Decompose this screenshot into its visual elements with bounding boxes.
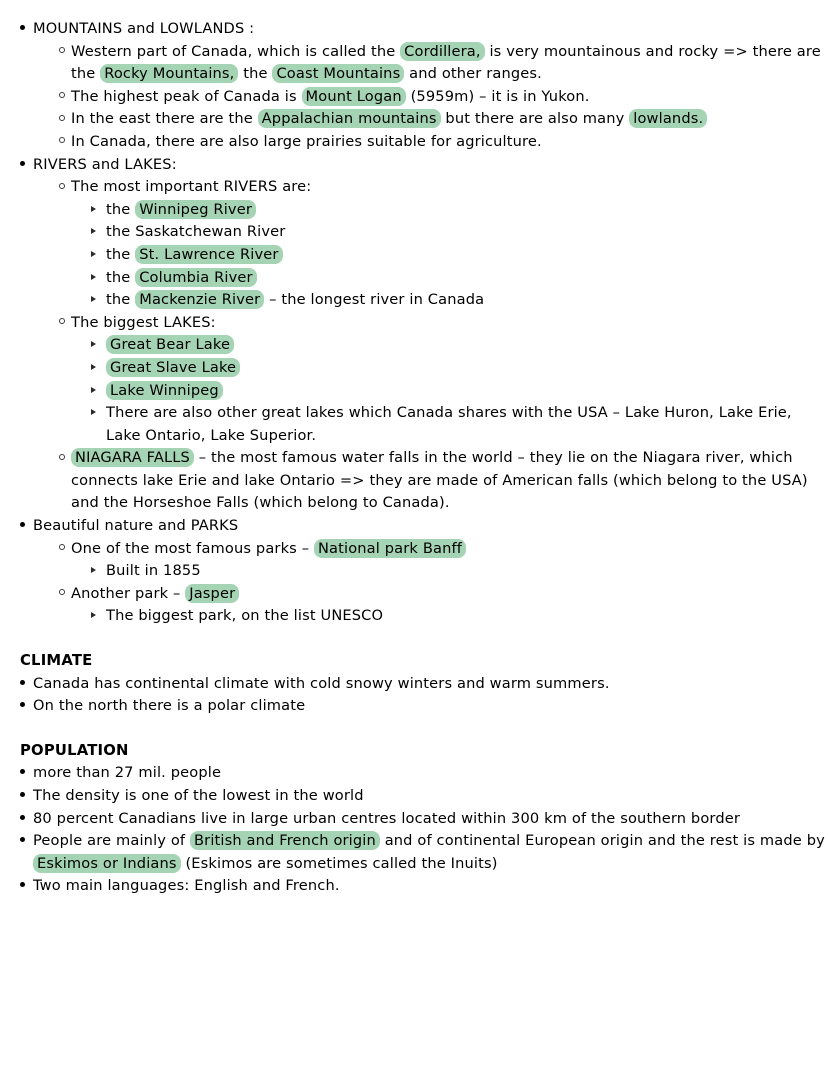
bullet-item-prairies bbox=[0, 131, 828, 154]
bullet-item-beautiful-nature-and-parks bbox=[0, 515, 828, 538]
outline-list bbox=[0, 18, 828, 628]
bullet-item-st-lawrence-river bbox=[0, 244, 828, 267]
bullet-triangle-icon bbox=[91, 334, 101, 357]
highlighted-text: Appalachian mountains bbox=[258, 109, 441, 128]
plain-text: the bbox=[106, 245, 136, 263]
plain-text: The biggest LAKES: bbox=[71, 313, 216, 331]
bullet-triangle-icon bbox=[91, 357, 101, 380]
bullet-item-biggest-park-unesco bbox=[0, 605, 828, 628]
bullet-item-rivers-and-lakes bbox=[0, 154, 828, 177]
bullet-disc-icon bbox=[20, 154, 30, 177]
bullet-disc-icon bbox=[20, 808, 30, 831]
bullet-item-national-park-banff bbox=[0, 538, 828, 561]
bullet-triangle-icon bbox=[91, 289, 101, 312]
bullet-triangle-icon bbox=[91, 560, 101, 583]
bullet-triangle-icon bbox=[91, 221, 101, 244]
bullet-item-mackenzie-river bbox=[0, 289, 828, 312]
bullet-item-western-part-of-canada bbox=[0, 41, 828, 86]
bullet-triangle-icon bbox=[91, 605, 101, 628]
bullet-item-built-in-1855 bbox=[0, 560, 828, 583]
bullet-item-polar-climate bbox=[0, 695, 828, 718]
plain-text: and other ranges. bbox=[404, 65, 542, 83]
plain-text: and of continental European origin and the rest is made by bbox=[379, 832, 825, 850]
bullet-disc-icon bbox=[20, 762, 30, 785]
highlighted-text: Cordillera, bbox=[400, 42, 485, 61]
highlighted-text: Rocky Mountains, bbox=[100, 64, 238, 83]
plain-text: but there are also many bbox=[440, 110, 630, 128]
bullet-circle-icon bbox=[59, 108, 69, 131]
bullet-circle-icon bbox=[59, 131, 69, 154]
bullet-item-urban-centres bbox=[0, 808, 828, 831]
plain-text: more than 27 mil. people bbox=[33, 764, 222, 782]
bullet-disc-icon bbox=[20, 695, 30, 718]
bullet-circle-icon bbox=[59, 447, 69, 470]
plain-text: The density is one of the lowest in the world bbox=[33, 787, 364, 804]
bullet-triangle-icon bbox=[91, 199, 101, 222]
bullet-item-saskatchewan-river bbox=[0, 221, 828, 244]
bullet-disc-icon bbox=[20, 875, 30, 898]
highlighted-text: Mount Logan bbox=[302, 87, 406, 106]
bullet-item-great-bear-lake bbox=[0, 334, 828, 357]
section-gap-climate bbox=[0, 628, 828, 650]
plain-text: the bbox=[106, 200, 136, 218]
bullet-item-columbia-river bbox=[0, 267, 828, 290]
highlighted-text: Mackenzie River bbox=[135, 290, 264, 309]
bullet-disc-icon bbox=[20, 18, 30, 41]
climate-list bbox=[0, 673, 828, 718]
climate-heading: CLIMATE bbox=[20, 652, 93, 670]
bullet-item-languages bbox=[0, 875, 828, 898]
bullet-disc-icon bbox=[20, 515, 30, 538]
plain-text: 80 percent Canadians live in large urban centres located within 300 km of the southern border bbox=[33, 809, 741, 827]
bullet-item-great-slave-lake bbox=[0, 357, 828, 380]
plain-text: Canada has continental climate with cold snowy winters and warm summers. bbox=[33, 674, 610, 692]
bullet-item-origins bbox=[0, 830, 828, 875]
bullet-item-appalachian-lowlands bbox=[0, 108, 828, 131]
plain-text: (Eskimos are sometimes called the Inuits) bbox=[180, 854, 498, 872]
bullet-triangle-icon bbox=[91, 244, 101, 267]
highlighted-text: Great Slave Lake bbox=[106, 358, 240, 377]
highlighted-text: NIAGARA FALLS bbox=[71, 448, 194, 467]
plain-text: Two main languages: English and French. bbox=[33, 877, 340, 895]
population-list bbox=[0, 762, 828, 898]
plain-text: The highest peak of Canada is bbox=[71, 87, 302, 105]
bullet-triangle-icon bbox=[91, 267, 101, 290]
bullet-triangle-icon bbox=[91, 402, 101, 425]
bullet-circle-icon bbox=[59, 583, 69, 606]
bullet-disc-icon bbox=[20, 830, 30, 853]
population-heading: POPULATION bbox=[20, 741, 129, 759]
plain-text: On the north there is a polar climate bbox=[33, 697, 306, 715]
highlighted-text: Columbia River bbox=[135, 268, 256, 287]
plain-text: The biggest park, on the list UNESCO bbox=[106, 607, 384, 625]
highlighted-text: Winnipeg River bbox=[135, 200, 256, 219]
highlighted-text: lowlands. bbox=[629, 109, 707, 128]
plain-text: The most important RIVERS are: bbox=[71, 178, 312, 196]
bullet-item-lake-winnipeg bbox=[0, 380, 828, 403]
plain-text: In Canada, there are also large prairies suitable for agriculture. bbox=[71, 132, 542, 150]
highlighted-text: Jasper bbox=[185, 584, 239, 603]
bullet-disc-icon bbox=[20, 673, 30, 696]
plain-text: the bbox=[106, 268, 136, 286]
plain-text: In the east there are the bbox=[71, 110, 258, 128]
highlighted-text: Great Bear Lake bbox=[106, 335, 234, 354]
bullet-item-another-park-jasper bbox=[0, 583, 828, 606]
highlighted-text: British and French origin bbox=[190, 831, 380, 850]
highlighted-text: Coast Mountains bbox=[272, 64, 404, 83]
section-gap-population bbox=[0, 718, 828, 740]
bullet-item-mountains-and-lowlands bbox=[0, 18, 828, 41]
plain-text: is very mountainous and rocky => there are the bbox=[71, 42, 821, 83]
plain-text: the bbox=[238, 65, 273, 83]
plain-text: People are mainly of bbox=[33, 832, 191, 850]
bullet-item-shared-great-lakes bbox=[0, 402, 828, 447]
plain-text: One of the most famous parks – bbox=[71, 539, 314, 557]
bullet-circle-icon bbox=[59, 176, 69, 199]
notes-body bbox=[0, 18, 828, 898]
plain-text: the bbox=[106, 291, 136, 309]
bullet-circle-icon bbox=[59, 312, 69, 335]
plain-text: RIVERS and LAKES: bbox=[33, 155, 177, 173]
bullet-circle-icon bbox=[59, 538, 69, 561]
bullet-circle-icon bbox=[59, 41, 69, 64]
plain-text: Beautiful nature and PARKS bbox=[33, 517, 239, 535]
plain-text: There are also other great lakes which Canada shares with the USA – Lake Huron, Lake Erie, Lake Ontario, Lake Superior. bbox=[106, 404, 792, 444]
plain-text: (5959m) – it is in Yukon. bbox=[405, 87, 590, 105]
plain-text: – the longest river in Canada bbox=[264, 291, 485, 309]
bullet-item-winnipeg-river bbox=[0, 199, 828, 222]
plain-text: Another park – bbox=[71, 584, 186, 602]
bullet-item-population-density bbox=[0, 785, 828, 808]
highlighted-text: National park Banff bbox=[314, 539, 466, 558]
bullet-item-highest-peak bbox=[0, 86, 828, 109]
plain-text: Built in 1855 bbox=[106, 562, 201, 580]
bullet-circle-icon bbox=[59, 86, 69, 109]
bullet-triangle-icon bbox=[91, 380, 101, 403]
highlighted-text: Eskimos or Indians bbox=[33, 854, 181, 873]
bullet-item-biggest-lakes bbox=[0, 312, 828, 335]
highlighted-text: Lake Winnipeg bbox=[106, 381, 223, 400]
plain-text: MOUNTAINS and LOWLANDS : bbox=[33, 20, 255, 37]
plain-text: Western part of Canada, which is called the bbox=[71, 42, 401, 60]
highlighted-text: St. Lawrence River bbox=[135, 245, 282, 264]
bullet-item-most-important-rivers bbox=[0, 176, 828, 199]
bullet-item-continental-climate bbox=[0, 673, 828, 696]
plain-text: the Saskatchewan River bbox=[106, 223, 286, 241]
bullet-disc-icon bbox=[20, 785, 30, 808]
bullet-item-niagara-falls bbox=[0, 447, 828, 515]
plain-text: – the most famous water falls in the world – they lie on the Niagara river, which connects lake Erie and lake Ontario => they are made of American falls (which belong to the USA) and the Horseshoe Falls (which belong to Canada). bbox=[71, 449, 808, 512]
bullet-item-population-count bbox=[0, 762, 828, 785]
